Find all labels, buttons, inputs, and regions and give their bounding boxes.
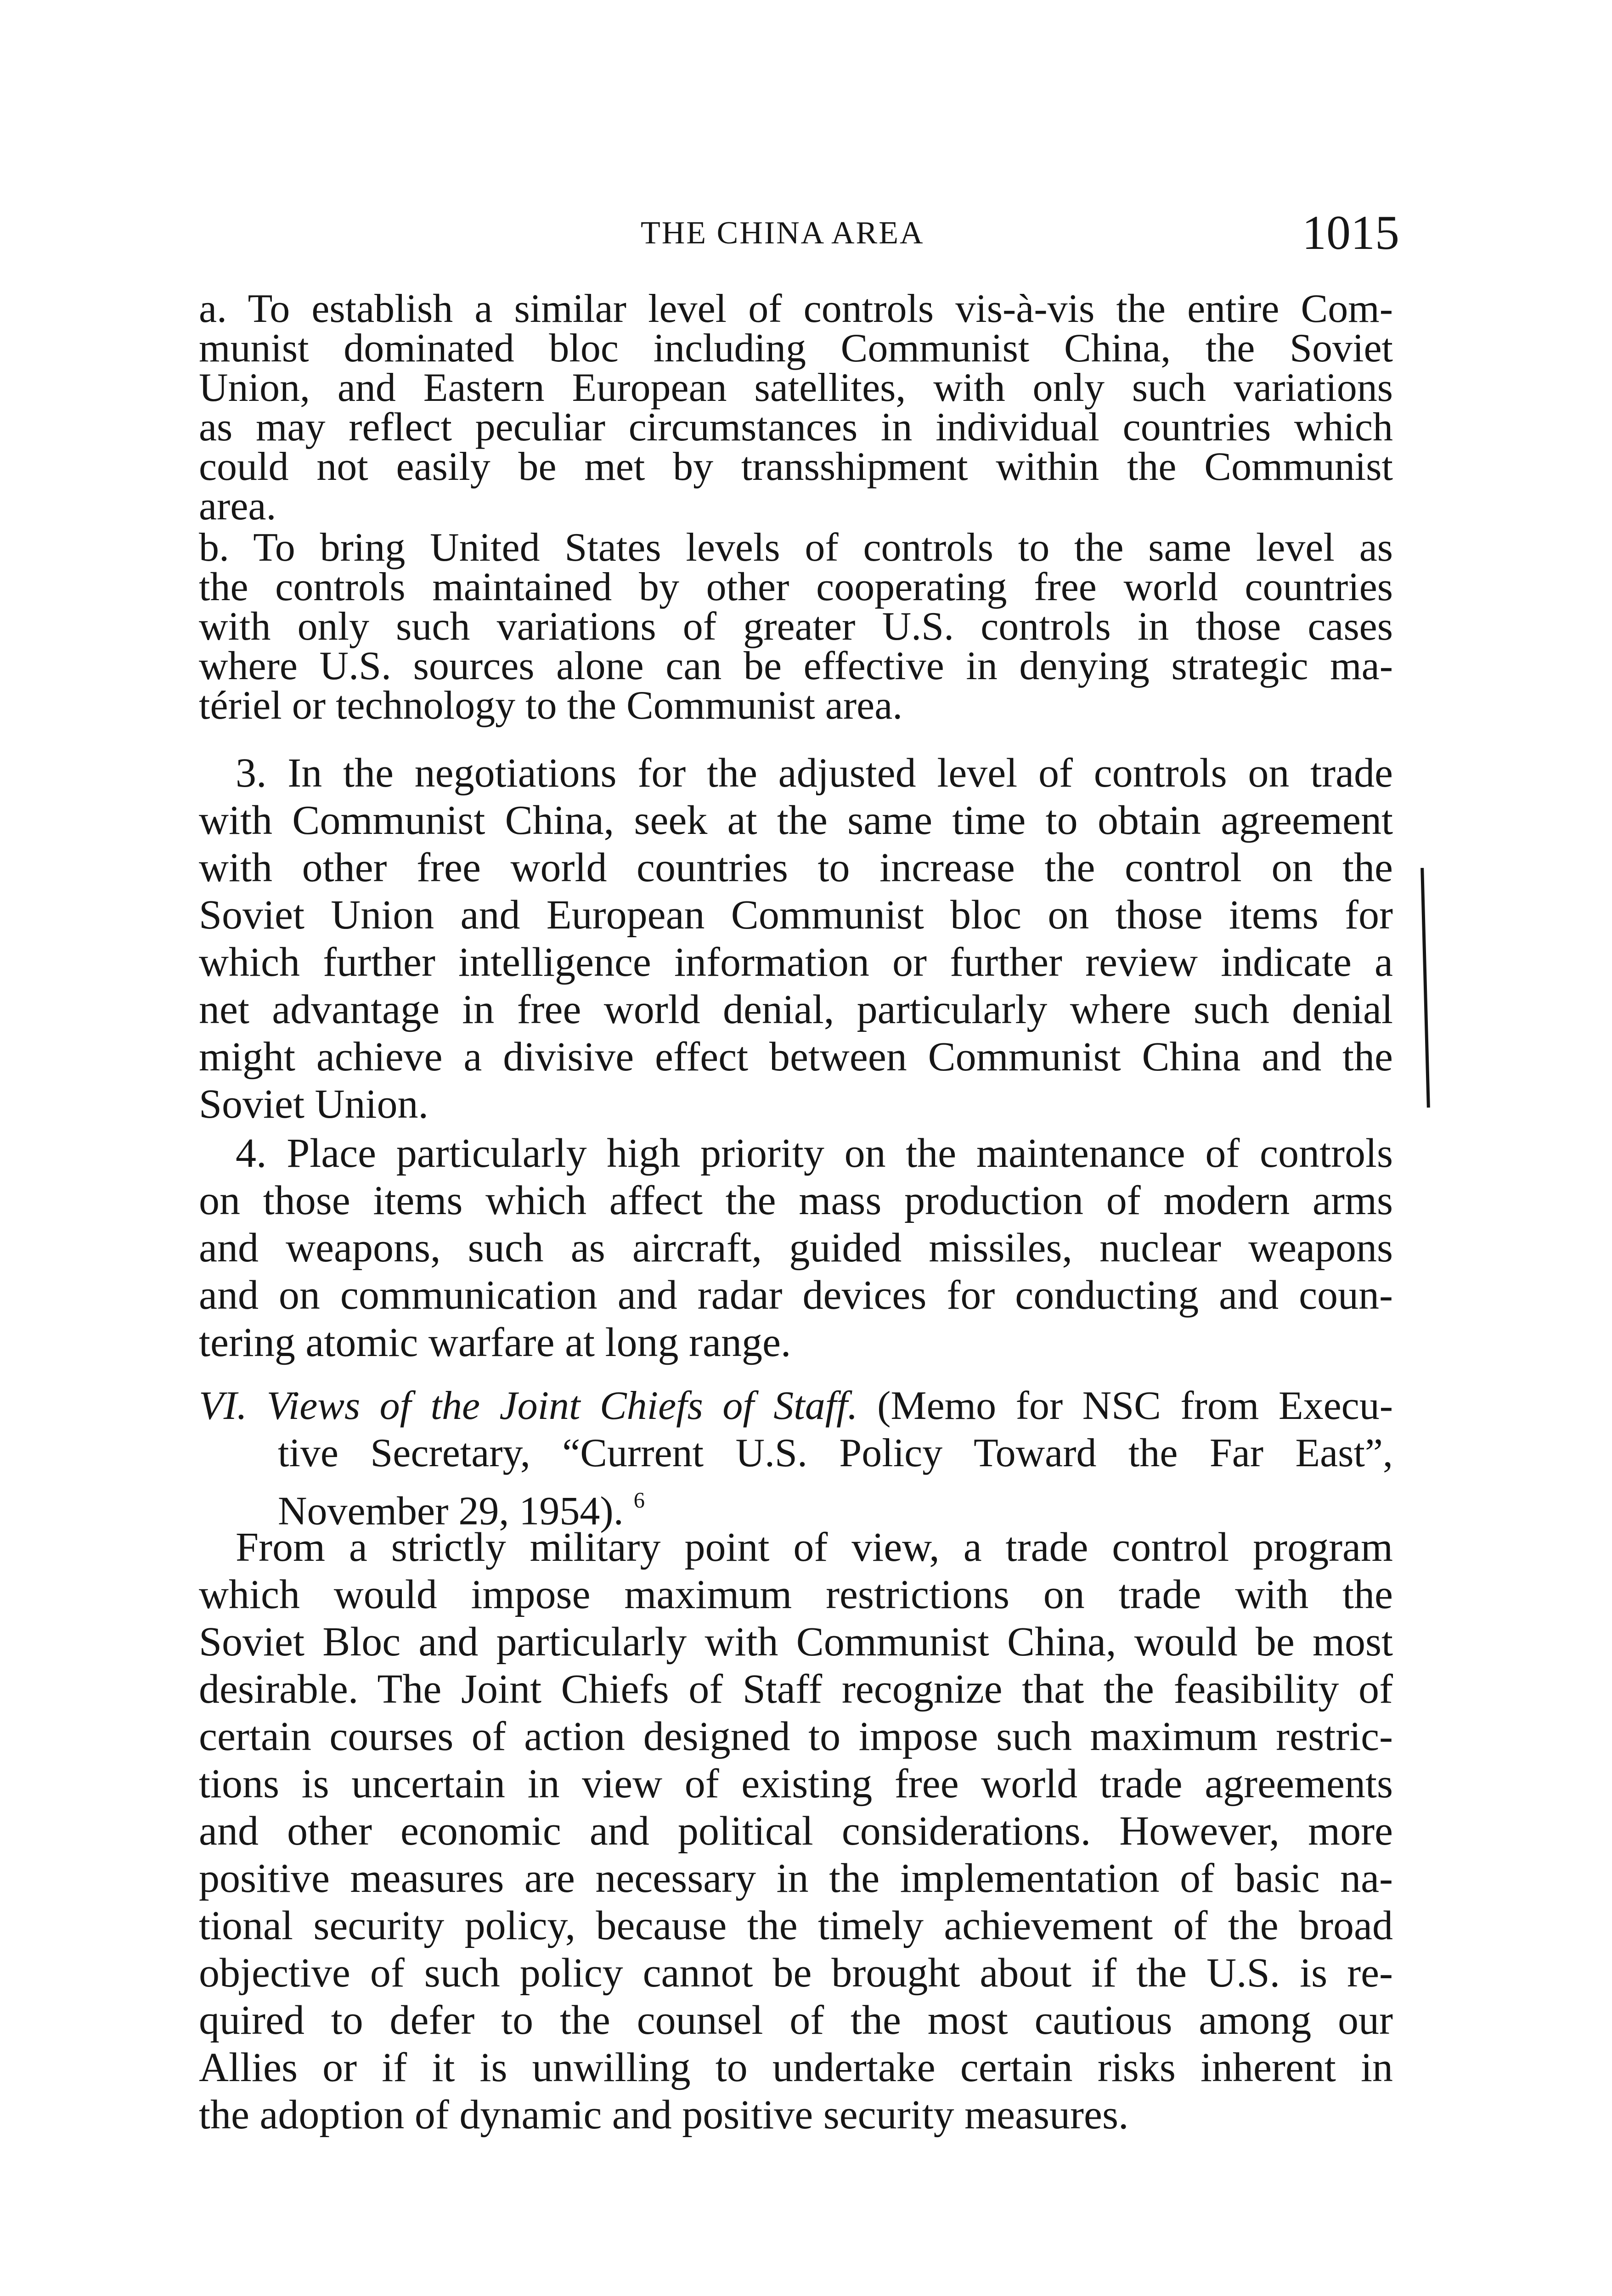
text-line: and weapons, such as aircraft, guided missiles, nuclear weapons — [199, 1225, 1393, 1271]
text-line: and on communication and radar devices for conducting and coun- — [199, 1272, 1393, 1318]
page-number: 1015 — [1302, 206, 1399, 259]
paragraph-jcs-views — [199, 1524, 1393, 2138]
section-numeral: VI. — [199, 1384, 248, 1428]
text-line: as may reflect peculiar circumstances in individual countries which — [199, 405, 1393, 450]
paragraph-4 — [199, 1130, 1393, 1366]
text-line: tions is uncertain in view of existing free world trade agreements — [199, 1761, 1393, 1806]
text-line: Soviet Union and European Communist bloc on those items for — [199, 892, 1393, 938]
text-line: tering atomic warfare at long range. — [199, 1320, 791, 1365]
text-line: Union, and Eastern European satellites, with only such variations — [199, 366, 1393, 410]
text-line: a. To establish a similar level of controls vis-à-vis the entire Com- — [199, 287, 1393, 331]
text-line: the adoption of dynamic and positive security measures. — [199, 2092, 1129, 2138]
text-line: with only such variations of greater U.S. controls in those cases — [199, 604, 1393, 649]
text-line: which would impose maximum restrictions on trade with the — [199, 1572, 1393, 1617]
section-source: (Memo for NSC from Execu- — [877, 1384, 1393, 1428]
text-line: Allies or if it is unwilling to undertake certain risks inherent in — [199, 2045, 1393, 2090]
text-line: tional security policy, because the timely achievement of the broad — [199, 1903, 1393, 1948]
section-source-line-3: November 29, 1954). — [278, 1489, 624, 1534]
text-line: might achieve a divisive effect between Communist China and the — [199, 1034, 1393, 1080]
paragraph-a — [199, 287, 1393, 529]
text-line: quired to defer to the counsel of the most cautious among our — [199, 1998, 1393, 2043]
text-line: net advantage in free world denial, particularly where such denial — [199, 987, 1393, 1032]
text-line: area. — [199, 484, 276, 529]
running-head: THE CHINA AREA — [641, 215, 924, 251]
text-line: certain courses of action designed to impose such maximum restric- — [199, 1714, 1393, 1759]
text-line: which further intelligence information or further review indicate a — [199, 940, 1393, 985]
section-heading-vi — [199, 1382, 1393, 1535]
text-line: positive measures are necessary in the implementation of basic na- — [199, 1856, 1393, 1901]
text-line: with other free world countries to increase the control on the — [199, 845, 1393, 890]
paragraph-b — [199, 525, 1393, 728]
text-line: b. To bring United States levels of controls to the same level as — [199, 525, 1393, 570]
section-title: Views of the Joint Chiefs of Staff. — [266, 1384, 858, 1428]
text-line: munist dominated bloc including Communist China, the Soviet — [199, 326, 1393, 371]
text-line: tériel or technology to the Communist area. — [199, 683, 903, 728]
text-line: on those items which affect the mass production of modern arms — [199, 1178, 1393, 1223]
text-line: with Communist China, seek at the same time to obtain agreement — [199, 798, 1393, 843]
text-line: where U.S. sources alone can be effective in denying strategic ma- — [199, 644, 1393, 688]
footnote-reference[interactable]: 6 — [633, 1488, 645, 1513]
paragraph-3 — [199, 749, 1393, 1128]
section-source-line-2: tive Secretary, “Current U.S. Policy Toward the Far East”, — [278, 1431, 1393, 1475]
text-line: the controls maintained by other cooperating free world countries — [199, 565, 1393, 609]
text-line: desirable. The Joint Chiefs of Staff recognize that the feasibility of — [199, 1666, 1393, 1712]
text-line: and other economic and political considerations. However, more — [199, 1808, 1393, 1854]
text-line: 4. Place particularly high priority on the maintenance of controls — [236, 1131, 1393, 1176]
text-line: Soviet Union. — [199, 1081, 429, 1127]
text-line: 3. In the negotiations for the adjusted level of controls on trade — [236, 750, 1393, 796]
text-line: objective of such policy cannot be brought about if the U.S. is re- — [199, 1950, 1393, 1996]
change-bar — [1420, 868, 1430, 1108]
text-line: Soviet Bloc and particularly with Communist China, would be most — [199, 1619, 1393, 1665]
text-line: could not easily be met by transshipment within the Communist — [199, 445, 1393, 489]
text-line: From a strictly military point of view, a trade control program — [236, 1525, 1393, 1570]
